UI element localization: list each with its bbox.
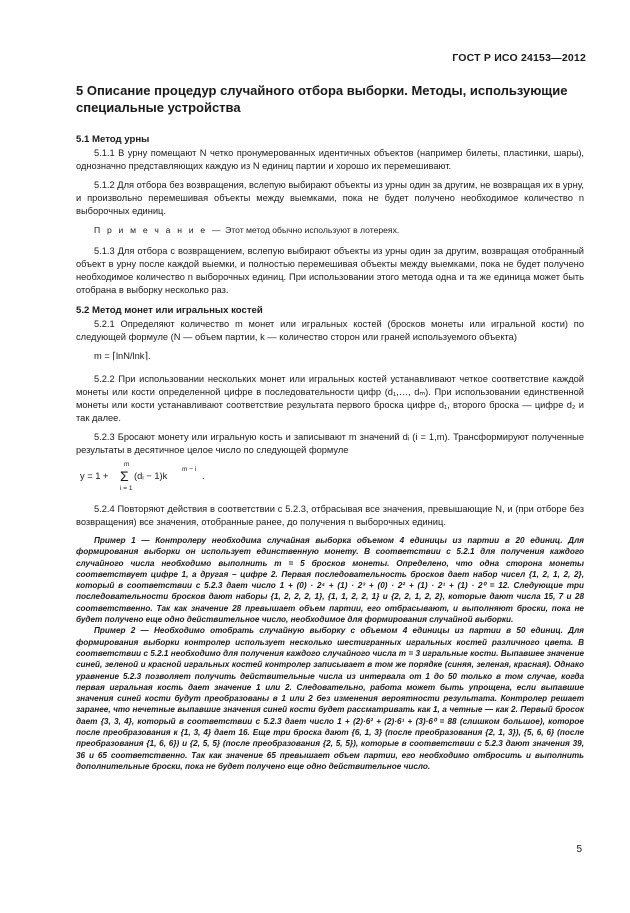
formula-y-end: . [202, 471, 205, 481]
formula-y [80, 463, 584, 491]
sigma-icon: Σ [120, 468, 129, 484]
note-text: Этот метод обычно используют в лотереях. [225, 225, 400, 235]
paragraph-5-1-3: 5.1.3 Для отбора с возвращением, вслепую выбирают объекты из урны один за другим, возвращая отобранный объект в урну после каждой выемки, и полностью перемешивая объекты между выемками, пока не будет получено необходимое количество n выборочных единиц. При использовании этого метода одна и та же единица может быть отобрана в выборку несколько раз. [76, 246, 584, 295]
example-1: Пример 1 — Контролеру необходима случайная выборка объемом 4 единицы из партии в 20 единиц. Для формирования выборки он использует единственную монету. В соответствии с 5.2.1 для получения каждого случайного числа необходимо выполнить m = 5 бросков монеты. Определено, что одна сторона монеты соответствует цифре 1, а другая – цифре 2. Первая последовательность бросков дает набор чисел {1, 2, 1, 2, 2}, который в соответствии с 5.2.3 дает число 1 + (0) · 2⁴ + (1) · 2³ + (0) · 2² + (1) · 2¹ + (1) · 2⁰ = 12. Следующие три последовательности бросков дают наборы {1, 2, 2, 2, 1}, {1, 1, 2, 2, 1} и {2, 2, 1, 2, 2}, которые дают числа 15, 7 и 28 соответственно. Так как значение 28 превышает объем партии, его отбрасывают, и выполняют броски, пока не будет получено еще одно действительное число, необходимое для формирования случайной выборки. [76, 536, 584, 625]
subsection-title-5-1: 5.1 Метод урны [76, 134, 150, 145]
document-code: ГОСТ Р ИСО 24153—2012 [452, 52, 586, 64]
paragraph-5-2-4: 5.2.4 Повторяют действия в соответствии с 5.2.3, отбрасывая все значения, превышающие N, и (при отборе без возвращения) все значения, отобранные ранее, до получения n выборочных единиц. [76, 504, 584, 527]
example-2: Пример 2 — Необходимо отобрать случайную выборку с объемом 4 единицы из партии в 50 единиц. Для формирования выборки контролер использует несколько шестигранных игральных костей различного цвета. В соответствии с 5.2.1 необходимо для получения каждого случайного числа m = 3 игральные кости. Выпавшее значение синей, зеленой и красной игральных костей контролер записывает в том же порядке (синяя, зеленая, красная). Однако уравнение 5.2.3 позволяет получить действительные числа из интервала от 1 до 50 только в том случае, когда первая игральная кость дает значение 1 или 2. Следовательно, работа может быть упрощена, если выпавшие значения синей кости будут преобразованы в 1 или 2 без изменения вероятности результата. Контролер решает заранее, что нечетные выпавшие значения синей кости будет рассматривать как 1, а четные — как 2. Первый бросок дает {3, 3, 4}, который в соответствии с 5.2.3 дает число 1 + (2)·6² + (2)·6¹ + (3)·6⁰ = 88 (слишком большое), которое после преобразования к {1, 3, 4} дает 16. Еще три броска дают {6, 1, 3} (после преобразования {2, 1, 3}), {5, 6, 6} (после преобразования {1, 6, 6}) и {2, 5, 5} (после преобразования {2, 5, 5}), которые в соответствии с 5.2.3 дают значения 39, 36 и 65 соответственно. Так как значение 65 превышает объем партии, его необходимо отбросить и выполнить дополнительные броски, пока не будет получено еще одно действительное число. [76, 626, 584, 771]
paragraph-5-2-1: 5.2.1 Определяют количество m монет или игральных костей (бросков монеты или игральной кости) по следующей формуле (N — объем партии, k — количество сторон или граней используемого объекта) [76, 319, 584, 342]
note [76, 224, 584, 237]
sum-lower-limit: i = 1 [120, 485, 133, 492]
paragraph-5-1-1: 5.1.1 В урну помещают N четко пронумерованных идентичных объектов (например билеты, пластинки, шары), однозначно представляющих каждую из N единиц партии и хорошо их перемешивают. [76, 148, 584, 171]
paragraph-5-2-3: 5.2.3 Бросают монету или игральную кость и записывают m значений dᵢ (i = 1,m). Трансформируют полученные результаты в десятичное целое число по следующей формуле [76, 432, 584, 455]
note-label: П р и м е ч а н и е — [94, 225, 223, 235]
page-number: 5 [576, 844, 582, 855]
paragraph-5-2-2: 5.2.2 При использовании нескольких монет или игральных костей устанавливают четкое соответствие каждой монеты или кости определенной цифре в последовательности цифр (d₁,…, dₘ). При использовании единственной монеты или кости устанавливают соответствие результата первого броска цифре d₁, второго броска — цифре d₂ и так далее. [76, 374, 584, 423]
formula-y-body: (dᵢ − 1)k [134, 471, 168, 481]
subsection-title-5-2: 5.2 Метод монет или игральных костей [76, 305, 263, 316]
section-title: 5 Описание процедур случайного отбора выборки. Методы, использующие специальные устройства [76, 83, 568, 115]
page-content [76, 82, 584, 772]
formula-y-lhs: y = 1 + [80, 471, 109, 481]
formula-m: m = ⌈lnN/lnk⌉. [94, 351, 151, 361]
sum-upper-limit: m [124, 461, 130, 468]
formula-y-exponent: m − i [182, 466, 197, 473]
paragraph-5-1-2: 5.1.2 Для отбора без возвращения, вслепую выбирают объекты из урны один за другим, не возвращая их в урну, и произвольно перемешивая объекты между выемками, пока не будет получено необходимое количество n выборочных единиц. [76, 180, 584, 216]
